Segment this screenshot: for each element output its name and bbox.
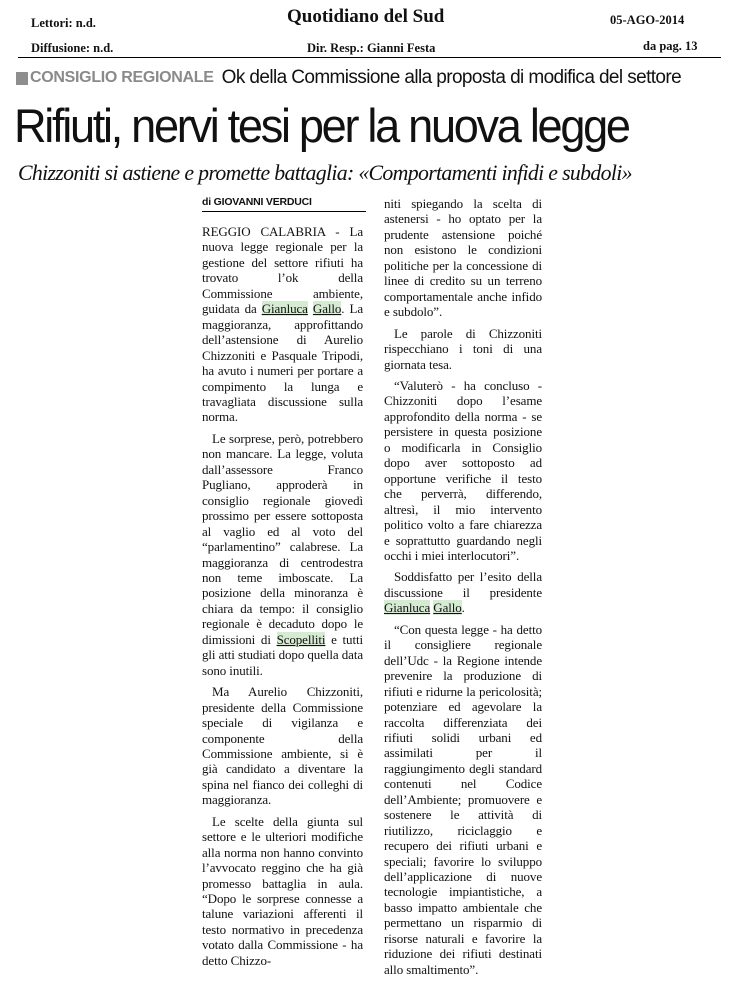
paragraph: REGGIO CALABRIA - La nuova legge regionale per la gestione del settore rifiuti ha trovato l’ok della Commissione ambiente, guidata da Gianluca Gallo. La maggioranza, approfittando dell’astensione di Aurelio Chizzoniti e Pasquale Tripodi, ha avuto i numeri per portare a compimento la lunga e travagliata discussione sulla norma. (202, 224, 364, 425)
highlighted-name: Gianluca (261, 301, 308, 317)
paragraph: Le scelte della giunta sul settore e le ulteriori modifiche alla norma non hanno convinto l’avvocato reggino che ha già promesso battaglia in aula. “Dopo le sorprese connesse a talune variazioni afferenti il testo normativo in precedenza votato dalla Commissione - ha detto Chizzo- (202, 813, 363, 968)
highlighted-name: Gianluca (384, 600, 431, 616)
paragraph: Le parole di Chizzoniti rispecchiano i toni di una giornata tesa. (384, 325, 542, 372)
header-rule (18, 57, 721, 58)
paragraph: niti spiegando la scelta di astenersi - ho optato per la prudente astensione poiché non esistono le condizioni politiche per la concessione di linee di credito su un terreno comportamentale anche infido e subdolo”. (384, 196, 542, 320)
issue-date: 05-AGO-2014 (610, 13, 685, 27)
article-column-1 (202, 224, 363, 974)
paragraph: “Con questa legge - ha detto il consigliere regionale dell’Udc - la Regione intende prevenire la produzione di rifiuti e ridurne la pericolosità; potenziare ed agevolare la raccolta differenziata dei rifiuti solidi urbani ed assimilati per il raggiungimento degli standard contenuti nel Codice dell’Ambiente; promuovere e sostenere le attività di riutilizzo, riciclaggio e recupero dei rifiuti urbani e speciali; favorire lo sviluppo dell’applicazione di nuove tecnologie impiantistiche, a basso impatto ambientale che permettano un risparmio di risorse naturali e favorire la riduzione dei rifiuti destinati allo smaltimento”. (384, 621, 542, 977)
kicker-summary: Ok della Commissione alla proposta di modifica del settore (221, 67, 682, 88)
readers-label: Lettori: n.d. (31, 16, 96, 30)
byline: di GIOVANNI VERDUCI (202, 196, 366, 212)
page-label: da pag. 13 (643, 39, 698, 53)
paragraph: “Valuterò - ha concluso - Chizzoniti dopo l’esame approfondito della norma - se persistere in questa posizione o modificarla in Consiglio dopo aver sottoposto ad opportune verifiche il testo che perverrà, differendo, altresì, il mio intervento politico volto a fare chiarezza e soprattutto guardando negli occhi i miei interlocutori”. (384, 377, 542, 563)
circulation-label: Diffusione: n.d. (31, 41, 114, 55)
highlighted-name: Scopelliti (276, 631, 326, 647)
headline: Rifiuti, nervi tesi per la nuova legge (14, 99, 629, 152)
highlighted-name: Gallo (312, 301, 342, 317)
kicker-row (16, 67, 731, 97)
subtitle: Chizzoniti si astiene e promette battaglia: «Comportamenti infidi e subdoli» (18, 160, 632, 185)
kicker-square-icon (16, 72, 28, 85)
paragraph: Soddisfatto per l’esito della discussione il presidente Gianluca Gallo. (384, 569, 542, 616)
highlighted-name: Gallo (433, 600, 462, 616)
newspaper-name: Quotidiano del Sud (287, 6, 445, 27)
section-kicker: CONSIGLIO REGIONALE (30, 69, 214, 86)
editor-label: Dir. Resp.: Gianni Festa (307, 41, 436, 55)
paragraph: Ma Aurelio Chizzoniti, presidente della Commissione speciale di vigilanza e componente della Commissione ambiente, si è già candidato a diventare la spina nel fianco dei colleghi di maggioranza. (202, 684, 363, 808)
article-column-2 (384, 196, 542, 983)
paragraph: Le sorprese, però, potrebbero non mancare. La legge, voluta dall’assessore Franco Pugliano, approderà in consiglio regionale giovedì prossimo per essere sottoposta al vaglio ed al voto del “parlamentino” calabrese. La maggioranza di centrodestra non teme imboscate. La posizione della minoranza è chiara da tempo: il consiglio regionale è decaduto dopo le dimissioni di Scopelliti e tutti gli atti studiati dopo quella data sono inutili. (202, 430, 363, 678)
